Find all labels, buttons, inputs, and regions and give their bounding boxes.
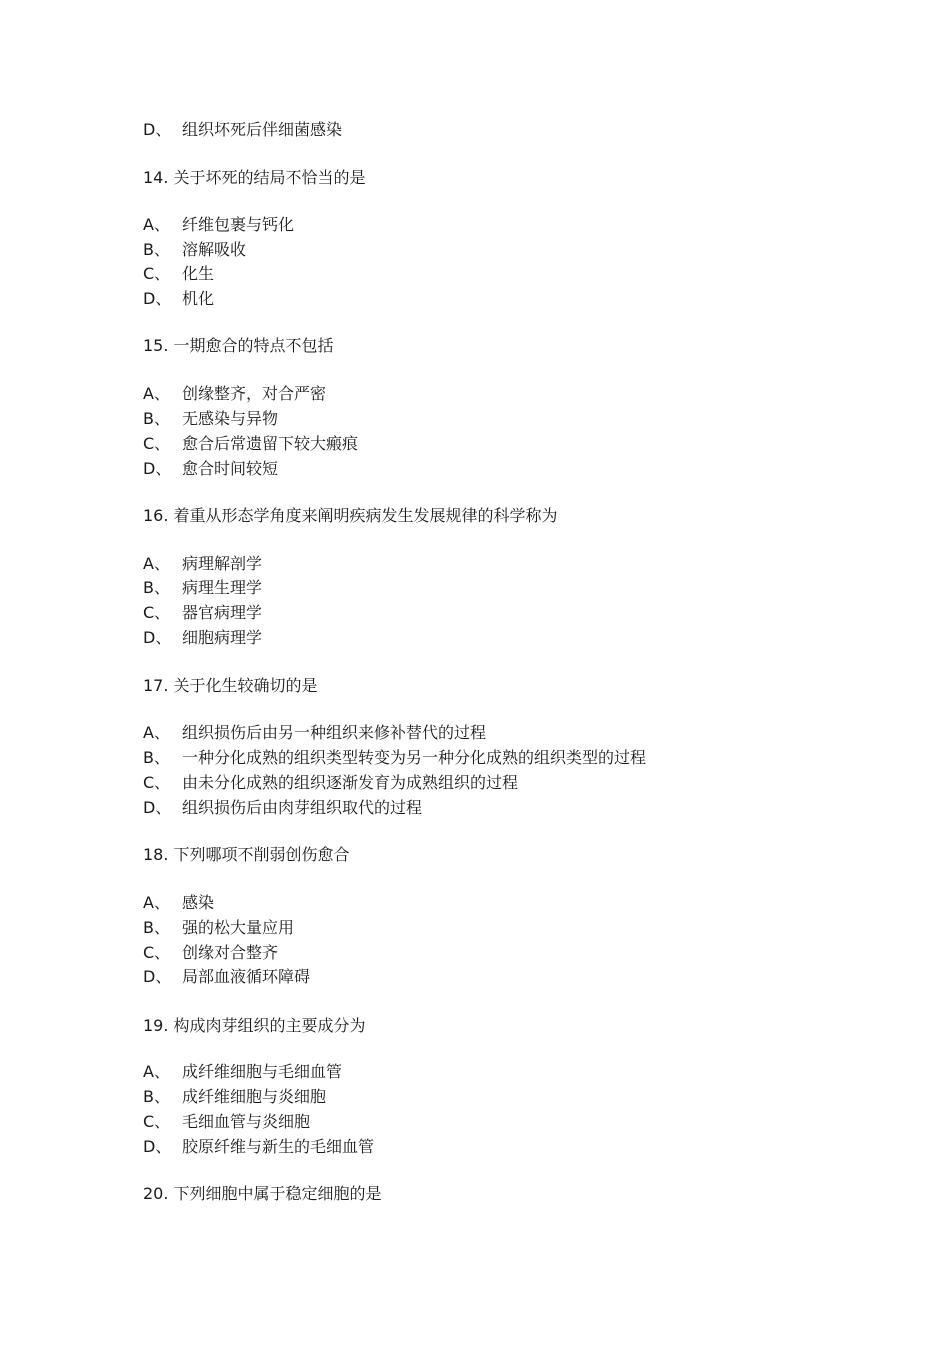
option-a-q15	[143, 384, 326, 404]
option-text: 创缘对合整齐	[182, 943, 279, 962]
option-c-q18	[143, 943, 278, 963]
option-letter: C、	[143, 1112, 171, 1131]
option-text: 器官病理学	[182, 603, 263, 622]
option-letter: B、	[143, 578, 170, 597]
option-text: 局部血液循环障碍	[182, 967, 311, 986]
option-d-q13	[143, 120, 342, 140]
question-14-stem: 14. 关于坏死的结局不恰当的是	[143, 168, 366, 187]
option-a-q18	[143, 893, 214, 913]
option-text: 胶原纤维与新生的毛细血管	[182, 1137, 375, 1156]
option-d-q19	[143, 1137, 374, 1157]
option-text: 机化	[182, 289, 215, 308]
option-c-q17	[143, 773, 518, 793]
option-letter: A、	[143, 723, 170, 742]
option-text: 组织损伤后由肉芽组织取代的过程	[182, 798, 423, 817]
option-letter: A、	[143, 384, 170, 403]
option-letter: B、	[143, 748, 170, 767]
option-text: 病理生理学	[182, 578, 263, 597]
question-15-stem: 15. 一期愈合的特点不包括	[143, 336, 334, 355]
option-letter: B、	[143, 409, 170, 428]
option-text: 无感染与异物	[182, 409, 279, 428]
option-letter: C、	[143, 603, 171, 622]
option-b-q16	[143, 578, 262, 598]
option-text: 毛细血管与炎细胞	[182, 1112, 311, 1131]
option-b-q15	[143, 409, 278, 429]
option-letter: A、	[143, 215, 170, 234]
option-letter: C、	[143, 773, 171, 792]
option-a-q16	[143, 554, 262, 574]
option-text: 成纤维细胞与毛细血管	[182, 1062, 343, 1081]
option-text: 组织损伤后由另一种组织来修补替代的过程	[182, 723, 487, 742]
option-d-q18	[143, 967, 310, 987]
option-letter: D、	[143, 628, 172, 647]
option-d-q15	[143, 459, 278, 479]
option-c-q16	[143, 603, 262, 623]
option-letter: D、	[143, 459, 172, 478]
option-text: 由未分化成熟的组织逐渐发育为成熟组织的过程	[182, 773, 519, 792]
question-18-stem: 18. 下列哪项不削弱创伤愈合	[143, 845, 350, 864]
option-text: 强的松大量应用	[182, 918, 295, 937]
option-letter: B、	[143, 918, 170, 937]
option-text: 愈合后常遗留下较大瘢痕	[182, 434, 359, 453]
option-letter: A、	[143, 1062, 170, 1081]
option-text: 愈合时间较短	[182, 459, 279, 478]
option-a-q17	[143, 723, 486, 743]
option-d-q16	[143, 628, 262, 648]
option-text: 感染	[182, 893, 215, 912]
option-letter: C、	[143, 264, 171, 283]
option-c-q19	[143, 1112, 310, 1132]
option-c-q14	[143, 264, 214, 284]
option-b-q18	[143, 918, 294, 938]
option-letter: C、	[143, 943, 171, 962]
option-text: 化生	[182, 264, 215, 283]
option-text: 成纤维细胞与炎细胞	[182, 1087, 327, 1106]
question-19-stem: 19. 构成肉芽组织的主要成分为	[143, 1016, 366, 1035]
option-d-q14	[143, 289, 214, 309]
question-20-stem: 20. 下列细胞中属于稳定细胞的是	[143, 1184, 382, 1203]
option-c-q15	[143, 434, 358, 454]
option-letter: D、	[143, 120, 172, 139]
option-text: 创缘整齐，对合严密	[182, 384, 327, 403]
option-a-q19	[143, 1062, 342, 1082]
option-letter: A、	[143, 554, 170, 573]
option-text: 细胞病理学	[182, 628, 263, 647]
option-letter: D、	[143, 1137, 172, 1156]
option-letter: D、	[143, 289, 172, 308]
option-text: 纤维包裹与钙化	[182, 215, 295, 234]
option-text: 一种分化成熟的组织类型转变为另一种分化成熟的组织类型的过程	[182, 748, 647, 767]
option-letter: A、	[143, 893, 170, 912]
option-b-q14	[143, 240, 246, 260]
option-letter: D、	[143, 967, 172, 986]
question-16-stem: 16. 着重从形态学角度来阐明疾病发生发展规律的科学称为	[143, 506, 558, 525]
option-letter: B、	[143, 1087, 170, 1106]
option-d-q17	[143, 798, 422, 818]
option-letter: C、	[143, 434, 171, 453]
option-a-q14	[143, 215, 294, 235]
option-text: 组织坏死后伴细菌感染	[182, 120, 343, 139]
option-text: 溶解吸收	[182, 240, 247, 259]
option-letter: B、	[143, 240, 170, 259]
option-b-q19	[143, 1087, 326, 1107]
question-17-stem: 17. 关于化生较确切的是	[143, 676, 318, 695]
option-b-q17	[143, 748, 646, 768]
option-text: 病理解剖学	[182, 554, 263, 573]
option-letter: D、	[143, 798, 172, 817]
